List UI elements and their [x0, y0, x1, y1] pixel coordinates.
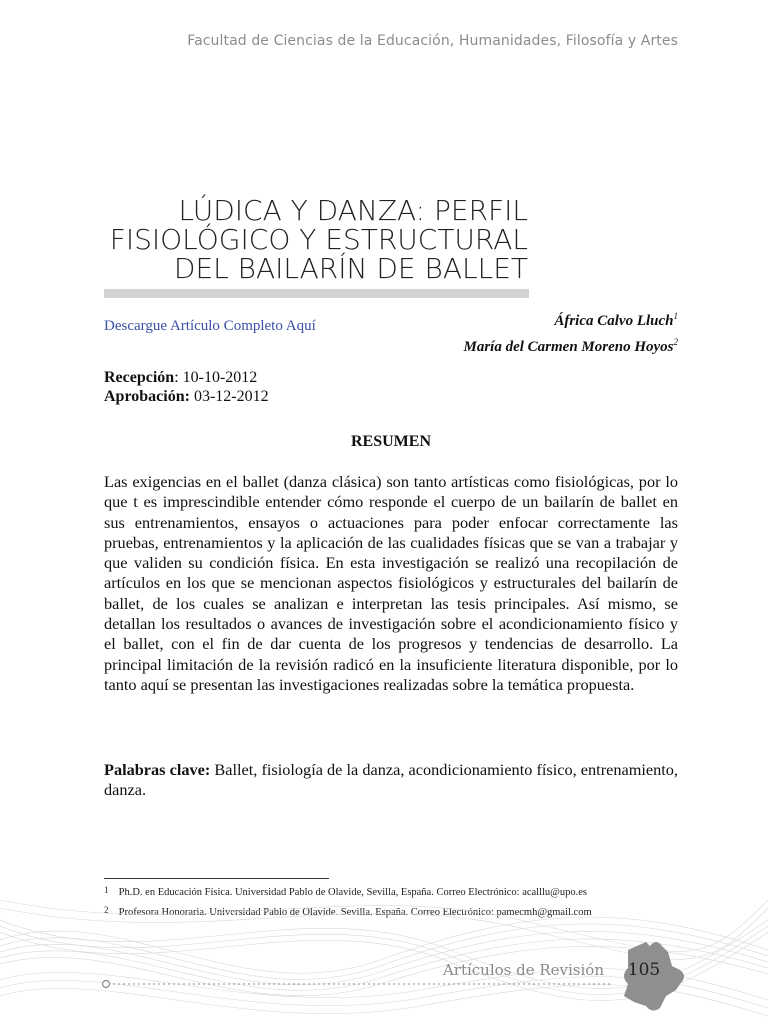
author-2: [463, 332, 678, 358]
reception-line: [104, 368, 269, 387]
page-number: 105: [627, 960, 661, 980]
dotted-rule: [103, 981, 611, 988]
author-1: [463, 306, 678, 332]
approval-line: [104, 387, 269, 406]
footnote-2-text: Profesora Honoraria. Universidad Pablo de Olavide. Sevilla. España. Correo Electrónico: pamecmh@gmail.com: [118, 907, 592, 918]
approval-label: Aprobación:: [104, 388, 190, 405]
footnote-separator: [104, 878, 329, 879]
author-2-note: 2: [673, 337, 678, 347]
faculty-header: Facultad de Ciencias de la Educación, Humanidades, Filosofía y Artes: [187, 33, 678, 49]
author-1-name: África Calvo Lluch: [554, 313, 674, 329]
keywords-text: Ballet, fisiología de la danza, acondicionamiento físico, entrenamiento, danza.: [104, 760, 678, 800]
download-article-link[interactable]: Descargue Artículo Completo Aquí: [104, 318, 316, 334]
decorative-wave-pattern: [0, 880, 768, 1024]
title-underline-bar: [104, 289, 529, 298]
article-title: [110, 196, 528, 283]
title-line-3: DEL BAILARÍN DE BALLET: [173, 252, 528, 285]
keywords-label: Palabras clave:: [104, 760, 211, 779]
section-label: Artículos de Revisión: [442, 961, 604, 979]
reception-date: : 10-10-2012: [174, 369, 258, 386]
author-2-name: María del Carmen Moreno Hoyos: [463, 339, 674, 355]
footnote-2-number: 2: [104, 905, 109, 915]
footnote-1-number: 1: [104, 885, 109, 895]
abstract-body: Las exigencias en el ballet (danza clásica) son tanto artísticas como fisiológicas, por lo que t es imprescindible entender cómo responde el cuerpo de un bailarín de ballet en sus entrenamientos, ensayos o actuaciones para poder enfocar correctamente las pruebas, entrenamientos y la aplicación de las cualidades físicas que se van a trabajar y que validen su condición física. En esta investigación se realizó una recopilación de artículos en los que se mencionan aspectos fisiológicos y estructurales del bailarín de ballet, de los cuales se analizan e interpretan las tesis principales. Así mismo, se detallan los resultados o avances de investigación sobre el acondicionamiento físico y el ballet, con el fin de dar cuenta de los progresos y tendencias de desarrollo. La principal limitación de la revisión radicó en la insuficiente literatura disponible, por lo tanto aquí se presentan las investigaciones realizadas sobre la temática propuesta.: [104, 472, 678, 694]
footnote-1-text: Ph.D. en Educación Física. Universidad Pablo de Olavide, Sevilla, España. Correo Electrónico: acalllu@upo.es: [118, 887, 587, 898]
title-line-1: LÚDICA Y DANZA: PERFIL: [178, 194, 528, 227]
keywords-paragraph: [104, 760, 678, 801]
submission-dates: [104, 368, 269, 406]
author-1-note: 1: [673, 311, 678, 321]
abstract-heading: RESUMEN: [350, 433, 431, 450]
reception-label: Recepción: [104, 369, 175, 386]
author-list: [463, 306, 678, 358]
approval-date: 03-12-2012: [189, 388, 269, 405]
title-line-2: FISIOLÓGICO Y ESTRUCTURAL: [109, 223, 528, 256]
